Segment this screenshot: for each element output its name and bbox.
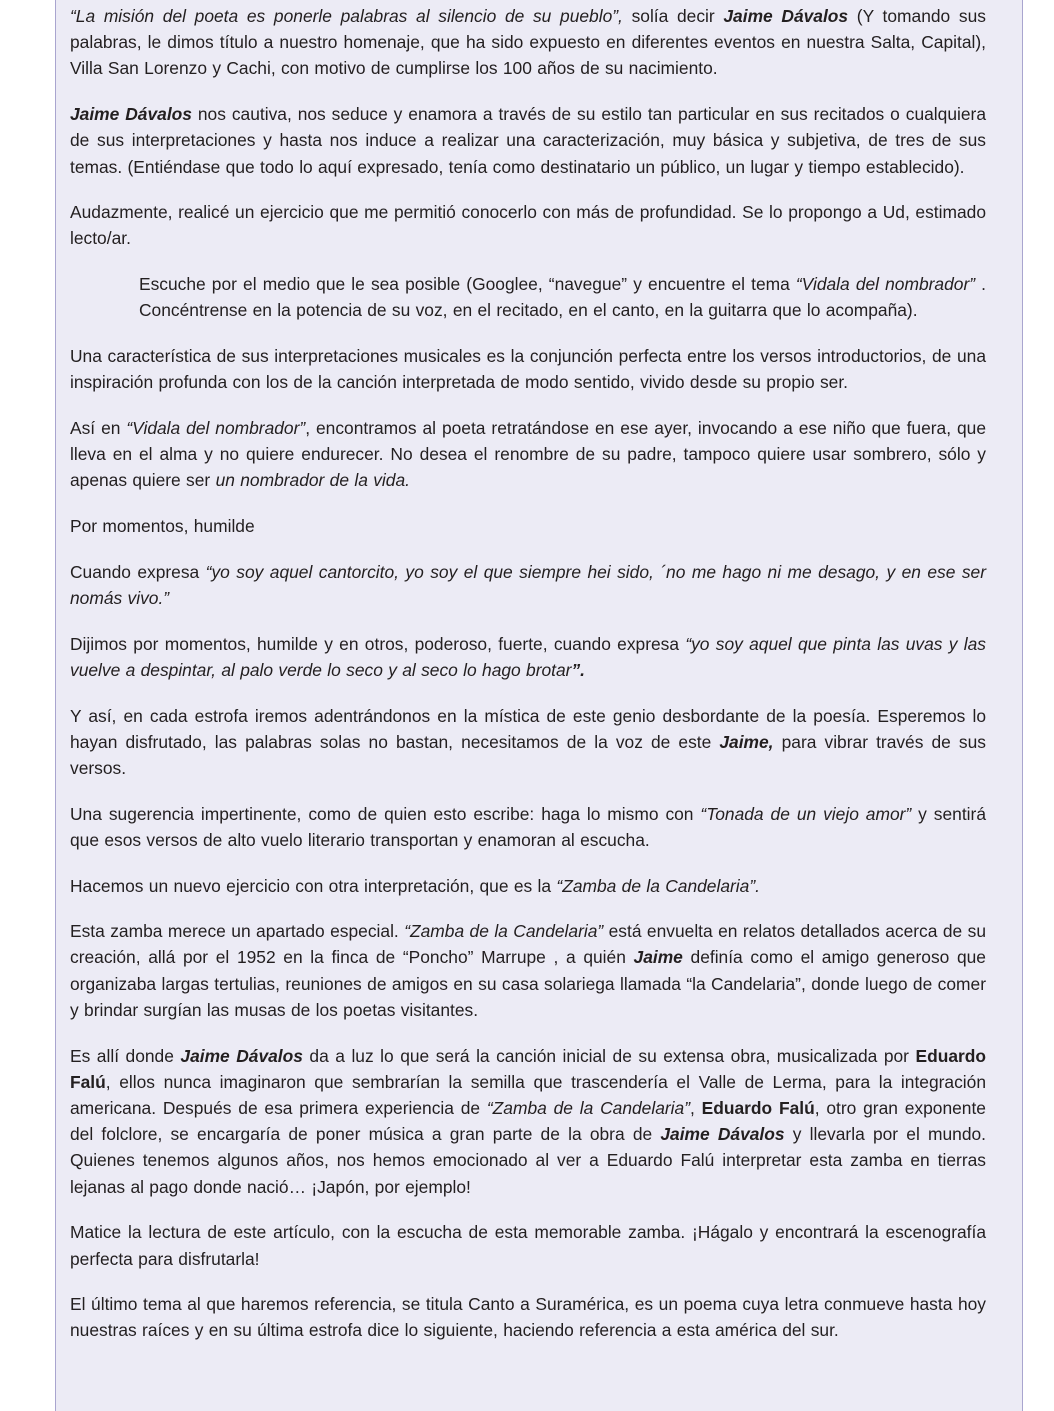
name-eduardo-falu: Eduardo Falú xyxy=(701,1098,815,1118)
name-jaime-davalos: Jaime Dávalos xyxy=(180,1045,303,1066)
quote-mision-del-poeta: “La misión del poeta es ponerle palabras al silencio de su pueblo”, xyxy=(70,6,623,26)
name-jaime-davalos: Jaime Dávalos xyxy=(660,1124,785,1145)
paragraph-15: Matice la lectura de este artículo, con la escucha de esta memorable zamba. ¡Hágalo y encontrará la escenografía perfecta para disfrutarla! xyxy=(70,1222,986,1269)
name-jaime-davalos: Jaime Dávalos xyxy=(723,6,849,26)
paragraph-9: Dijimos por momentos, humilde y en otros, poderoso, fuerte, cuando expresa “yo soy aquel que pinta las uvas y las vuelve a despintar, al palo verde lo seco y al seco lo hago brotar”. xyxy=(70,633,986,680)
paragraph-2: Jaime Dávalos nos cautiva, nos seduce y enamora a través de su estilo tan particular en sus recitados o cualquiera de sus interpretaciones y hasta nos induce a realizar una caracterización, muy básica y subjetiva, de tres de sus temas. (Entiéndase que todo lo aquí expresado, tenía como destinatario un público, un lugar y tiempo establecido). xyxy=(70,104,987,177)
quote-pinta-las-uvas: “yo soy aquel que pinta las uvas y las vuelve a despintar, al palo verde lo seco y al seco lo hago brotar xyxy=(70,633,986,680)
paragraph-8: Cuando expresa “yo soy aquel cantorcito, yo soy el que siempre hei sido, ´no me hago ni me desago, y en ese ser nomás vivo.” xyxy=(70,561,986,608)
name-jaime-davalos: Jaime Dávalos xyxy=(70,104,192,125)
paragraph-16: El último tema al que haremos referencia, se titula Canto a Suramérica, es un poema cuya letra conmueve hasta hoy nuestras raíces y en su última estrofa dice lo siguiente, haciendo referencia a esta américa del sur. xyxy=(70,1294,986,1341)
paragraph-13: Esta zamba merece un apartado especial. “Zamba de la Candelaria” está envuelta en relatos detallados acerca de su creación, allá por el 1952 en la finca de “Poncho” Marrupe , a quién Jaime definía como el amigo generoso que organizaba largas tertulias, reuniones de amigos en su casa solariega llamada “la Candelaria”, donde luego de comer y brindar surgían las musas de los poetas visitantes. xyxy=(70,921,986,1020)
name-jaime: Jaime, xyxy=(719,731,774,752)
song-title: “Zamba de la Candelaria” xyxy=(404,921,604,942)
paragraph-10: Y así, en cada estrofa iremos adentrándonos en la mística de este genio desbordante de la poesía. Esperemos lo hayan disfrutado, las palabras solas no bastan, necesitamos de la voz de este Jaime, para vibrar través de sus versos. xyxy=(70,705,986,778)
name-eduardo-falu: Eduardo Falú xyxy=(70,1045,986,1092)
song-title: “Vidala del nombrador” xyxy=(126,417,306,438)
paragraph-3: Audazmente, realicé un ejercicio que me permitió conocerlo con más de profundidad. Se lo propongo a Ud, estimado lecto/ar. xyxy=(70,202,986,249)
name-jaime: Jaime xyxy=(633,947,683,968)
paragraph-7: Por momentos, humilde xyxy=(70,516,255,537)
quote-nombrador: un nombrador de la vida. xyxy=(215,470,410,491)
paragraph-1: “La misión del poeta es ponerle palabras al silencio de su pueblo”, solía decir Jaime Dávalos (Y tomando sus palabras, le dimos título a nuestro homenaje, que ha sido expuesto en diferentes eventos en nuestra Salta, Capital), Villa San Lorenzo y Cachi, con motivo de cumplirse los 100 años de su nacimiento. xyxy=(70,6,986,79)
paragraph-6: Así en “Vidala del nombrador”, encontramos al poeta retratándose en ese ayer, invocando a ese niño que fuera, que lleva en el alma y no quiere endurecer. No desea el renombre de su padre, tampoco quiere usar sombrero, sólo y apenas quiere ser un nombrador de la vida. xyxy=(70,417,986,491)
paragraph-4-instruction: Escuche por el medio que le sea posible (Googlee, “navegue” y encuentre el tema “Vidala del nombrador” . Concéntrense en la potencia de su voz, en el recitado, en el canto, en la guitarra que lo acompaña). xyxy=(139,274,986,321)
song-title: “Zamba de la Candelaria” xyxy=(486,1098,690,1118)
quote-cantorcito: “yo soy aquel cantorcito, yo soy el que siempre hei sido, ´no me hago ni me desago, y en ese ser nomás vivo.” xyxy=(70,561,986,608)
paragraph-5: Una característica de sus interpretaciones musicales es la conjunción perfecta entre los versos introductorios, de una inspiración profunda con los de la canción interpretada de modo sentido, vivido desde su propio ser. xyxy=(70,346,986,393)
paragraph-12: Hacemos un nuevo ejercicio con otra interpretación, que es la “Zamba de la Candelaria”. xyxy=(70,875,760,896)
paragraph-14: Es allí donde Jaime Dávalos da a luz lo que será la canción inicial de su extensa obra, musicalizada por Eduardo Falú, ellos nunca imaginaron que sembrarían la semilla que trascendería el Valle de Lerma, para la integración americana. Después de esa primera experiencia de “Zamba de la Candelaria”, Eduardo Falú, otro gran exponente del folclore, se encargaría de poner música a gran parte de la obra de Jaime Dávalos y llevarla por el mundo. Quienes tenemos algunos años, nos hemos emocionado al ver a Eduardo Falú interpretar esta zamba en tierras lejanas al pago donde nació… ¡Japón, por ejemplo! xyxy=(70,1045,987,1197)
song-title: “Tonada de un viejo amor” xyxy=(700,803,912,824)
song-title: “Vidala del nombrador” xyxy=(795,274,976,295)
song-title: “Zamba de la Candelaria”. xyxy=(556,875,760,896)
paragraph-11: Una sugerencia impertinente, como de quien esto escribe: haga lo mismo con “Tonada de un viejo amor” y sentirá que esos versos de alto vuelo literario transportan y enamoran al escucha. xyxy=(70,803,986,850)
article-body xyxy=(70,3,986,1363)
